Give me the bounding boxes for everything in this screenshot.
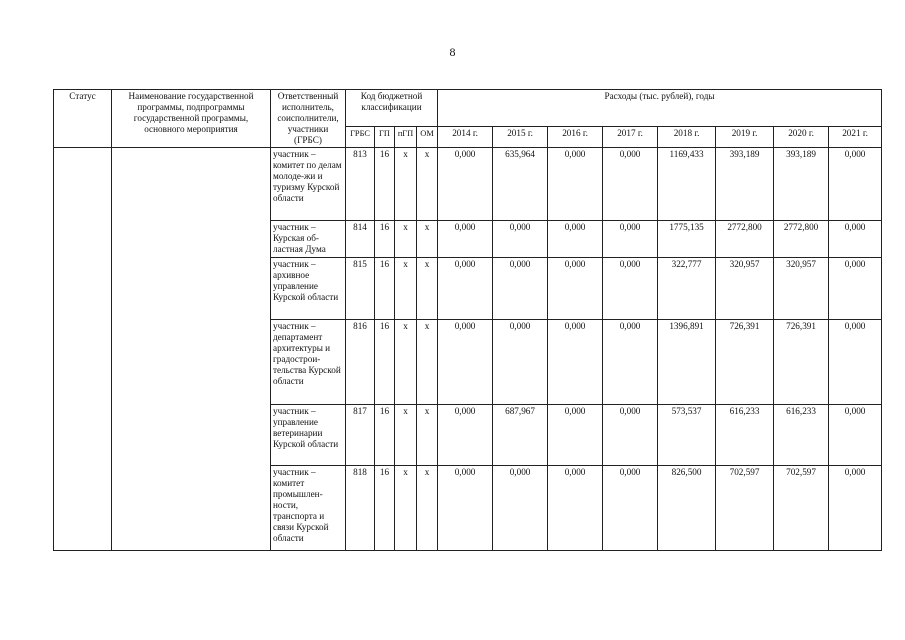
value-cell: 0,000 [603,258,658,320]
value-cell: 635,964 [493,148,548,221]
value-cell: 1775,135 [658,221,716,258]
value-cell: 0,000 [493,221,548,258]
grbs-cell: 814 [346,221,375,258]
value-cell: 0,000 [603,148,658,221]
pgp-cell: х [395,258,417,320]
value-cell: 320,957 [774,258,829,320]
value-cell: 0,000 [438,466,493,551]
gp-cell: 16 [375,221,395,258]
value-cell: 0,000 [603,221,658,258]
header-executor: Ответственный исполнитель, соисполнители, участники (ГРБС) [271,90,346,148]
value-cell: 1169,433 [658,148,716,221]
gp-cell: 16 [375,466,395,551]
grbs-cell: 813 [346,148,375,221]
pgp-cell: х [395,466,417,551]
name-cell [112,148,271,551]
value-cell: 1396,891 [658,320,716,405]
value-cell: 826,500 [658,466,716,551]
value-cell: 320,957 [716,258,774,320]
table-row [54,148,882,221]
value-cell: 0,000 [829,405,882,466]
value-cell: 2772,800 [716,221,774,258]
header-year-2015: 2015 г. [493,127,548,148]
value-cell: 726,391 [716,320,774,405]
pgp-cell: х [395,148,417,221]
value-cell: 702,597 [716,466,774,551]
header-om: ОМ [417,127,438,148]
pgp-cell: х [395,221,417,258]
grbs-cell: 815 [346,258,375,320]
grbs-cell: 816 [346,320,375,405]
om-cell: х [417,221,438,258]
value-cell: 393,189 [716,148,774,221]
value-cell: 0,000 [438,320,493,405]
pgp-cell: х [395,405,417,466]
value-cell: 0,000 [438,258,493,320]
value-cell: 0,000 [603,405,658,466]
value-cell: 0,000 [438,221,493,258]
value-cell: 0,000 [548,148,603,221]
value-cell: 0,000 [438,405,493,466]
header-gp: ГП [375,127,395,148]
value-cell: 0,000 [548,320,603,405]
value-cell: 0,000 [548,221,603,258]
header-row-top [54,90,882,127]
budget-expenses-table [53,89,882,551]
om-cell: х [417,466,438,551]
value-cell: 687,967 [493,405,548,466]
value-cell: 0,000 [493,258,548,320]
om-cell: х [417,148,438,221]
value-cell: 616,233 [774,405,829,466]
gp-cell: 16 [375,320,395,405]
gp-cell: 16 [375,258,395,320]
header-expenses: Расходы (тыс. рублей), годы [438,90,882,127]
header-budget-code: Код бюджетной классификации [346,90,438,127]
page-number: 8 [449,45,456,59]
header-grbs: ГРБС [346,127,375,148]
header-status: Статус [54,90,112,148]
header-year-2017: 2017 г. [603,127,658,148]
value-cell: 0,000 [493,466,548,551]
pgp-cell: х [395,320,417,405]
value-cell: 616,233 [716,405,774,466]
executor-cell: участник – департамент архитектуры и градострои-тельства Курской области [271,320,346,405]
value-cell: 2772,800 [774,221,829,258]
value-cell: 0,000 [603,466,658,551]
om-cell: х [417,258,438,320]
om-cell: х [417,405,438,466]
grbs-cell: 817 [346,405,375,466]
executor-cell: участник – управление ветеринарии Курской области [271,405,346,466]
header-name: Наименование государственной программы, подпрограммы государственной программы, основного мероприятия [112,90,271,148]
header-year-2014: 2014 г. [438,127,493,148]
value-cell: 0,000 [438,148,493,221]
value-cell: 0,000 [829,466,882,551]
gp-cell: 16 [375,148,395,221]
value-cell: 322,777 [658,258,716,320]
status-cell [54,148,112,551]
header-year-2016: 2016 г. [548,127,603,148]
value-cell: 702,597 [774,466,829,551]
om-cell: х [417,320,438,405]
executor-cell: участник – Курская об-ластная Дума [271,221,346,258]
value-cell: 0,000 [829,221,882,258]
value-cell: 0,000 [548,405,603,466]
header-year-2018: 2018 г. [658,127,716,148]
value-cell: 0,000 [548,466,603,551]
grbs-cell: 818 [346,466,375,551]
value-cell: 0,000 [829,148,882,221]
header-year-2019: 2019 г. [716,127,774,148]
value-cell: 0,000 [548,258,603,320]
value-cell: 0,000 [829,320,882,405]
value-cell: 0,000 [829,258,882,320]
value-cell: 573,537 [658,405,716,466]
header-year-2020: 2020 г. [774,127,829,148]
value-cell: 0,000 [603,320,658,405]
executor-cell: участник – комитет по делам молоде-жи и туризму Курской области [271,148,346,221]
executor-cell: участник – комитет промышлен-ности, транспорта и связи Курской области [271,466,346,551]
value-cell: 393,189 [774,148,829,221]
value-cell: 726,391 [774,320,829,405]
executor-cell: участник – архивное управление Курской области [271,258,346,320]
value-cell: 0,000 [493,320,548,405]
header-year-2021: 2021 г. [829,127,882,148]
gp-cell: 16 [375,405,395,466]
header-pgp: пГП [395,127,417,148]
